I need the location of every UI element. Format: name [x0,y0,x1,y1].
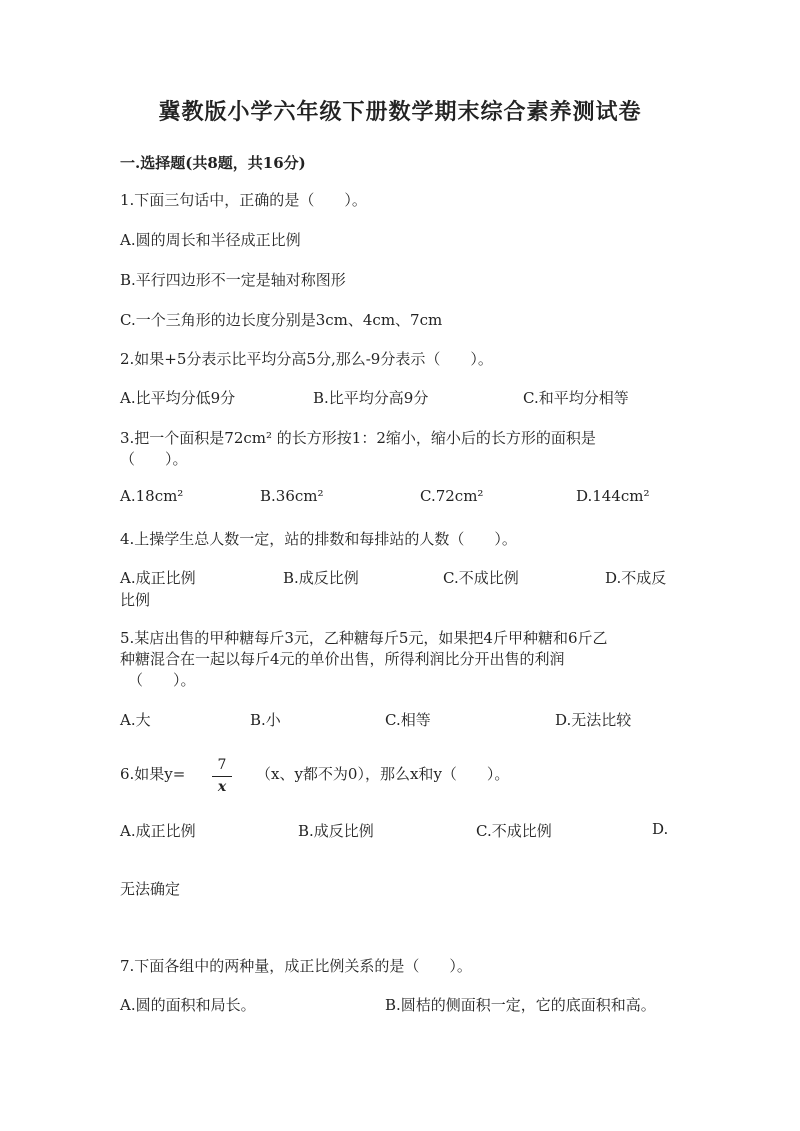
q1-option-c: C.一个三角形的边长度分别是3cm、4cm、7cm [120,311,443,329]
q2-option-a: A.比平均分低9分 [120,389,236,407]
q4-option-a: A.成正比例 [120,569,196,587]
q6-stem-suffix: （x、y都不为0），那么x和y（ ）。 [256,765,510,783]
q3-option-b: B.36cm² [260,487,324,505]
q5-stem-line1: 5.某店出售的甲种糖每斤3元，乙种糖每斤5元，如果把4斤甲种糖和6斤乙 [120,629,608,647]
q3-option-c: C.72cm² [420,487,484,505]
q6-stem-prefix: 6.如果y= [120,765,186,783]
q2-stem: 2.如果+5分表示比平均分高5分,那么-9分表示（ ）。 [120,350,493,368]
q4-option-d-continued: 比例 [120,591,151,609]
q3-stem-line2: （ ）。 [120,450,188,468]
q6-fraction-denominator: x [217,779,227,795]
q5-option-d: D.无法比较 [555,711,632,729]
q2-option-b: B.比平均分高9分 [313,389,429,407]
q4-option-b: B.成反比例 [283,569,359,587]
q1-option-b: B.平行四边形不一定是轴对称图形 [120,271,346,289]
q6-option-c: C.不成比例 [476,822,552,840]
q6-fraction [212,756,232,795]
q7-option-b: B.圆桔的侧面积一定，它的底面积和高。 [385,996,656,1014]
q3-option-a: A.18cm² [120,487,184,505]
q5-stem-line3: （ ）。 [128,671,196,689]
q6-fraction-numerator: 7 [217,757,227,773]
q3-stem-line1: 3.把一个面积是72cm² 的长方形按1：2缩小，缩小后的长方形的面积是 [120,429,596,447]
q1-option-a: A.圆的周长和半径成正比例 [120,231,301,249]
q7-option-a: A.圆的面积和局长。 [120,996,256,1014]
q5-option-b: B.小 [250,711,281,729]
q4-option-c: C.不成比例 [443,569,519,587]
q5-option-a: A.大 [120,711,151,729]
q3-option-d: D.144cm² [576,487,650,505]
page-title: 冀教版小学六年级下册数学期末综合素养测试卷 [158,99,642,125]
q6-option-a: A.成正比例 [120,822,196,840]
q4-option-d: D.不成反 [605,569,667,587]
q1-stem: 1.下面三句话中，正确的是（ ）。 [120,191,367,209]
q6-fraction-bar [212,776,232,777]
q5-option-c: C.相等 [385,711,431,729]
q7-stem: 7.下面各组中的两种量，成正比例关系的是（ ）。 [120,957,472,975]
q6-option-b: B.成反比例 [298,822,374,840]
q6-option-d: D. [652,820,669,838]
q5-stem-line2: 种糖混合在一起以每斤4元的单价出售，所得利润比分开出售的利润 [120,650,565,668]
q2-option-c: C.和平均分相等 [523,389,629,407]
q4-stem: 4.上操学生总人数一定，站的排数和每排站的人数（ ）。 [120,530,517,548]
section-heading: 一.选择题(共8题，共16分) [120,154,306,172]
q6-option-d-continued: 无法确定 [120,880,181,898]
